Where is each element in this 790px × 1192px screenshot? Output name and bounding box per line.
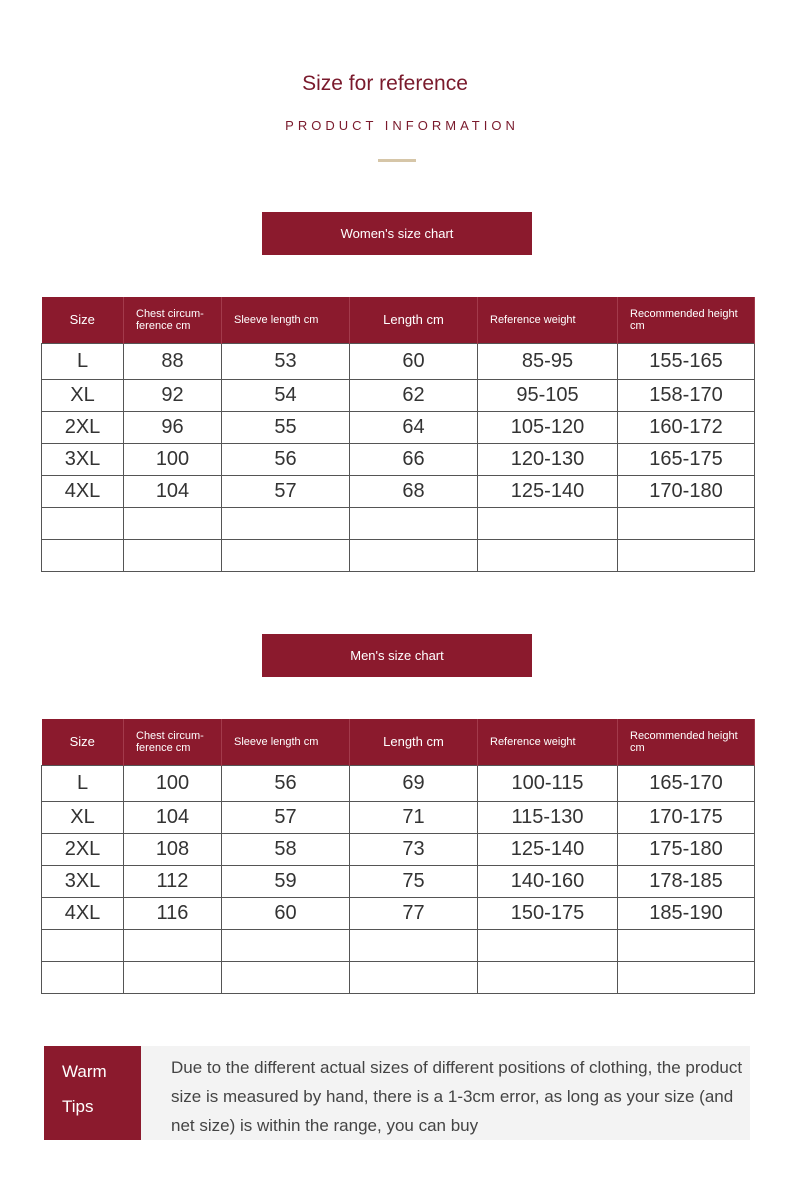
table-cell (350, 962, 478, 994)
table-cell (618, 962, 755, 994)
table-cell: 104 (124, 476, 222, 508)
table-cell (42, 930, 124, 962)
table-cell: 140-160 (478, 866, 618, 898)
column-header: Reference weight (478, 297, 618, 344)
header-row (42, 297, 755, 344)
table-cell (124, 962, 222, 994)
table-cell (350, 930, 478, 962)
table-cell (222, 962, 350, 994)
table-cell: 55 (222, 412, 350, 444)
table-cell: 56 (222, 444, 350, 476)
table-cell (618, 930, 755, 962)
table-cell: L (42, 344, 124, 380)
table-cell: 125-140 (478, 476, 618, 508)
table-row (42, 444, 755, 476)
column-header: Length cm (350, 719, 478, 766)
warm-tips-label (44, 1046, 141, 1140)
table-cell: 54 (222, 380, 350, 412)
table-cell: 4XL (42, 476, 124, 508)
table-cell (618, 540, 755, 572)
table-cell: 125-140 (478, 834, 618, 866)
table-cell: 56 (222, 766, 350, 802)
table-cell: 3XL (42, 866, 124, 898)
table-cell (478, 540, 618, 572)
table-cell: 71 (350, 802, 478, 834)
table-row (42, 476, 755, 508)
table-row (42, 802, 755, 834)
warm-tips-text: Due to the different actual sizes of different positions of clothing, the product size is measured by hand, there is a 1-3cm error, as long as your size (and net size) is within the range, you can buy (141, 1046, 750, 1140)
table-row (42, 866, 755, 898)
table-cell: 62 (350, 380, 478, 412)
table-cell: 3XL (42, 444, 124, 476)
table-cell: 170-175 (618, 802, 755, 834)
table-cell (42, 540, 124, 572)
table-cell: 53 (222, 344, 350, 380)
table-cell: 69 (350, 766, 478, 802)
column-header: Size (42, 297, 124, 344)
table-cell: 68 (350, 476, 478, 508)
table-cell: 170-180 (618, 476, 755, 508)
table-cell (350, 508, 478, 540)
table-cell: L (42, 766, 124, 802)
table-row (42, 766, 755, 802)
column-header: Reference weight (478, 719, 618, 766)
table-cell: 104 (124, 802, 222, 834)
table-cell: 185-190 (618, 898, 755, 930)
table-cell (42, 508, 124, 540)
table-cell: 100 (124, 444, 222, 476)
table-cell: 60 (222, 898, 350, 930)
table-cell: 150-175 (478, 898, 618, 930)
table-cell: 108 (124, 834, 222, 866)
table-cell: 160-172 (618, 412, 755, 444)
table-cell: 112 (124, 866, 222, 898)
warm-tips-label-1: Warm (62, 1062, 107, 1081)
table-cell: 60 (350, 344, 478, 380)
column-header: Sleeve length cm (222, 719, 350, 766)
table-cell: XL (42, 380, 124, 412)
column-header: Chest circum-ference cm (124, 719, 222, 766)
table-row (42, 380, 755, 412)
header-row (42, 719, 755, 766)
table-row (42, 930, 755, 962)
women-chart-banner: Women's size chart (262, 212, 532, 255)
table-cell: 105-120 (478, 412, 618, 444)
table-cell: 2XL (42, 834, 124, 866)
table-cell (478, 930, 618, 962)
column-header: Recommended height cm (618, 719, 755, 766)
men-chart-banner: Men's size chart (262, 634, 532, 677)
page-subtitle: PRODUCT INFORMATION (285, 118, 519, 133)
table-cell: 95-105 (478, 380, 618, 412)
table-cell: 120-130 (478, 444, 618, 476)
table-cell: 92 (124, 380, 222, 412)
table-cell (124, 540, 222, 572)
table-cell: 100-115 (478, 766, 618, 802)
table-cell: 77 (350, 898, 478, 930)
table-row (42, 834, 755, 866)
table-cell: 57 (222, 476, 350, 508)
table-cell (222, 508, 350, 540)
table-row (42, 412, 755, 444)
table-row (42, 540, 755, 572)
table-cell: 116 (124, 898, 222, 930)
table-cell: 57 (222, 802, 350, 834)
table-cell: 100 (124, 766, 222, 802)
table-row (42, 962, 755, 994)
table-cell: 64 (350, 412, 478, 444)
table-cell: 73 (350, 834, 478, 866)
table-row (42, 344, 755, 380)
table-cell: 85-95 (478, 344, 618, 380)
table-cell: 88 (124, 344, 222, 380)
table-cell: 96 (124, 412, 222, 444)
table-cell: 75 (350, 866, 478, 898)
table-cell: 4XL (42, 898, 124, 930)
men-size-table (41, 719, 755, 994)
women-size-table (41, 297, 755, 572)
divider (378, 159, 416, 162)
table-cell: XL (42, 802, 124, 834)
table-cell: 59 (222, 866, 350, 898)
table-cell: 2XL (42, 412, 124, 444)
table-cell: 165-175 (618, 444, 755, 476)
column-header: Chest circum-ference cm (124, 297, 222, 344)
table-cell (478, 508, 618, 540)
table-cell: 66 (350, 444, 478, 476)
table-cell (478, 962, 618, 994)
column-header: Size (42, 719, 124, 766)
table-cell (124, 508, 222, 540)
column-header: Recommended height cm (618, 297, 755, 344)
column-header: Length cm (350, 297, 478, 344)
table-cell (350, 540, 478, 572)
table-cell (222, 930, 350, 962)
page-title: Size for reference (302, 72, 468, 95)
table-cell: 178-185 (618, 866, 755, 898)
table-cell: 155-165 (618, 344, 755, 380)
table-cell (618, 508, 755, 540)
table-row (42, 898, 755, 930)
table-cell (42, 962, 124, 994)
table-cell: 165-170 (618, 766, 755, 802)
table-cell: 58 (222, 834, 350, 866)
table-cell: 158-170 (618, 380, 755, 412)
table-cell (124, 930, 222, 962)
table-row (42, 508, 755, 540)
table-cell: 175-180 (618, 834, 755, 866)
column-header: Sleeve length cm (222, 297, 350, 344)
table-cell (222, 540, 350, 572)
warm-tips-label-2: Tips (62, 1097, 94, 1116)
table-cell: 115-130 (478, 802, 618, 834)
